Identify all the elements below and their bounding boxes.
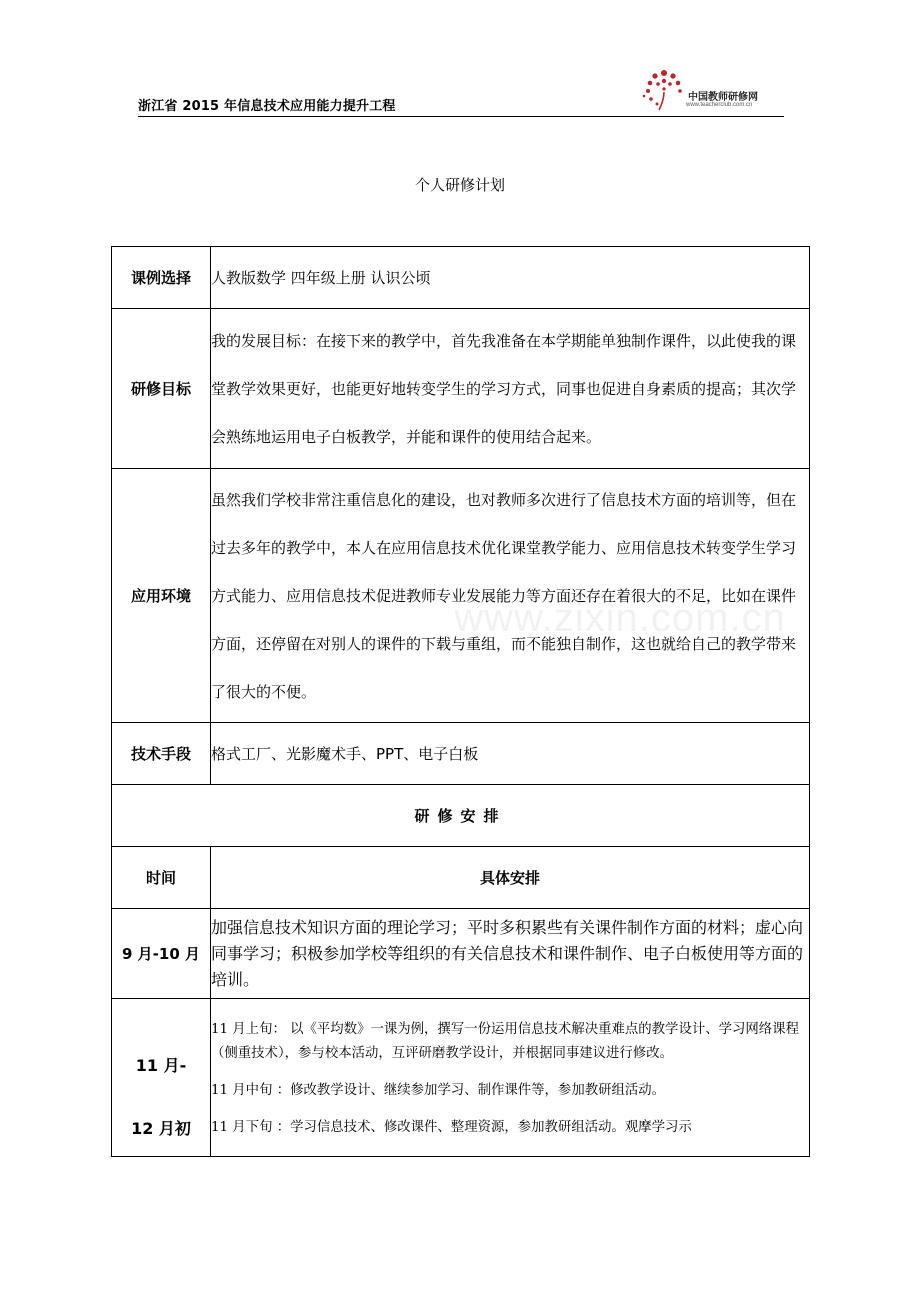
schedule-early-november: 11 月上旬： 以《平均数》一课为例，撰写一份运用信息技术解决重难点的教学设计、学习网络课程（侧重技术），参与校本活动，互评研磨教学设计，并根据同事建议进行修改。	[211, 1021, 799, 1061]
schedule-time	[112, 999, 211, 1157]
course-value: 人教版数学 四年级上册 认识公顷	[211, 247, 810, 309]
schedule-time-line: 11 月-	[135, 1055, 187, 1075]
study-plan-table	[111, 246, 810, 1157]
goal-row	[112, 309, 810, 469]
schedule-time: 9 月-10 月	[112, 909, 211, 999]
schedule-row	[112, 909, 810, 999]
schedule-detail: 加强信息技术知识方面的理论学习；平时多积累些有关课件制作方面的材料；虚心向同事学习；积极参加学校等组织的有关信息技术和课件制作、电子白板使用等方面的培训。	[211, 909, 810, 999]
tools-value: 格式工厂、光影魔术手、PPT、电子白板	[211, 723, 810, 785]
schedule-time-line: 12 月初	[131, 1118, 191, 1138]
flower-logo-icon	[640, 68, 688, 112]
course-label: 课例选择	[112, 247, 211, 309]
page-title: 个人研修计划	[414, 176, 505, 194]
logo-url: www.teacherclub.com.cn	[686, 102, 753, 108]
schedule-detail	[211, 999, 810, 1157]
schedule-row	[112, 999, 810, 1157]
teacher-club-logo	[640, 68, 790, 112]
environment-value: 虽然我们学校非常注重信息化的建设，也对教师多次进行了信息技术方面的培训等，但在过去多年的教学中，本人在应用信息技术优化课堂教学能力、应用信息技术转变学生学习方式能力、应用信息技术促进教师专业发展能力等方面还存在着很大的不足，比如在课件方面，还停留在对别人的课件的下载与重组，而不能独自制作，这也就给自己的教学带来了很大的不便。	[211, 469, 810, 723]
goal-value: 我的发展目标：在接下来的教学中，首先我准备在本学期能单独制作课件，以此使我的课堂教学效果更好，也能更好地转变学生的学习方式，同事也促进自身素质的提高；其次学会熟练地运用电子白板教学，并能和课件的使用结合起来。	[211, 309, 810, 469]
schedule-heading-row	[112, 785, 810, 847]
logo-name: 中国教师研修网	[688, 92, 758, 103]
schedule-header-row	[112, 847, 810, 909]
watermark: www.zixin.com.cn	[454, 596, 786, 640]
tools-row	[112, 723, 810, 785]
schedule-mid-november: 11 月中旬 ：修改教学设计、继续参加学习、制作课件等，参加教研组活动。	[211, 1082, 666, 1098]
time-column-header: 时间	[112, 847, 211, 909]
schedule-heading: 研修安排	[112, 785, 810, 847]
project-title: 浙江省 2015 年信息技术应用能力提升工程	[138, 99, 396, 114]
environment-label: 应用环境	[112, 469, 211, 723]
header-divider	[138, 116, 784, 117]
course-row	[112, 247, 810, 309]
schedule-late-november: 11 月下旬 ：学习信息技术、修改课件、整理资源，参加教研组活动。观摩学习示	[211, 1119, 692, 1135]
tools-label: 技术手段	[112, 723, 211, 785]
goal-label: 研修目标	[112, 309, 211, 469]
detail-column-header: 具体安排	[211, 847, 810, 909]
